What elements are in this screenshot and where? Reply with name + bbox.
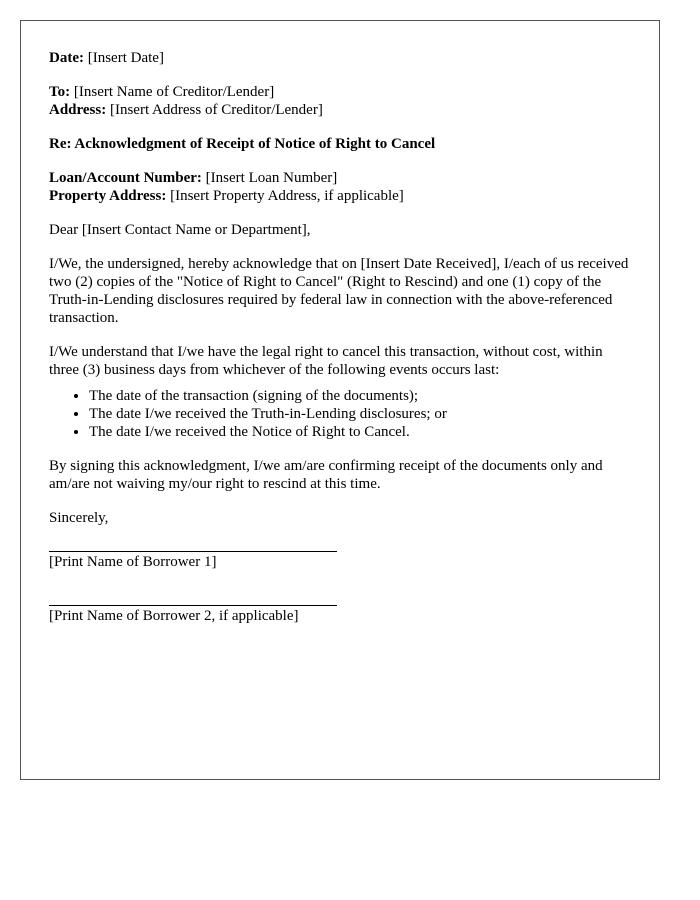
paragraph-confirmation: By signing this acknowledgment, I/we am/are confirming receipt of the documents only and am/are not waiving my/our right to rescind at this time. <box>49 458 603 492</box>
paragraph-acknowledgment: I/We, the undersigned, hereby acknowledge that on [Insert Date Received], I/each of us received two (2) copies of the "Notice of Right to Cancel" (Right to Rescind) and one (1) copy of the Truth-in-Lending disclosures required by federal law in connection with the above-referenced transaction. <box>49 256 629 326</box>
address-line <box>49 101 629 119</box>
reference-block <box>49 169 629 205</box>
letter-body <box>49 49 629 625</box>
events-list <box>49 387 629 441</box>
signature-block <box>49 551 629 625</box>
recipient-block <box>49 83 629 119</box>
loan-line <box>49 169 629 187</box>
date-line <box>49 49 629 67</box>
signature-line-borrower-1 <box>49 551 337 552</box>
property-line <box>49 187 629 205</box>
to-value: [Insert Name of Creditor/Lender] <box>70 84 275 100</box>
signature-line-borrower-2 <box>49 605 337 606</box>
address-value: [Insert Address of Creditor/Lender] <box>106 102 323 118</box>
list-item: • The date of the transaction (signing of the documents); <box>89 387 629 405</box>
date-label: Date: <box>49 50 84 66</box>
loan-label: Loan/Account Number: <box>49 170 202 186</box>
list-item: • The date I/we received the Truth-in-Lending disclosures; or <box>89 405 629 423</box>
date-value: [Insert Date] <box>83 50 164 66</box>
paragraph-right-to-cancel: I/We understand that I/we have the legal right to cancel this transaction, without cost, within three (3) business days from whichever of the following events occurs last: <box>49 344 603 378</box>
property-value: [Insert Property Address, if applicable] <box>166 188 404 204</box>
loan-value: [Insert Loan Number] <box>201 170 338 186</box>
to-label: To: <box>49 84 71 100</box>
property-label: Property Address: <box>49 188 167 204</box>
borrower-2-label: [Print Name of Borrower 2, if applicable] <box>49 608 299 624</box>
re-line: Re: Acknowledgment of Receipt of Notice of Right to Cancel <box>49 136 436 152</box>
list-item: • The date I/we received the Notice of Right to Cancel. <box>89 423 629 441</box>
address-label: Address: <box>49 102 107 118</box>
closing: Sincerely, <box>49 510 109 526</box>
salutation: Dear [Insert Contact Name or Department], <box>49 222 311 238</box>
to-line <box>49 83 629 101</box>
borrower-1-label: [Print Name of Borrower 1] <box>49 554 217 570</box>
letter-page <box>20 20 660 780</box>
